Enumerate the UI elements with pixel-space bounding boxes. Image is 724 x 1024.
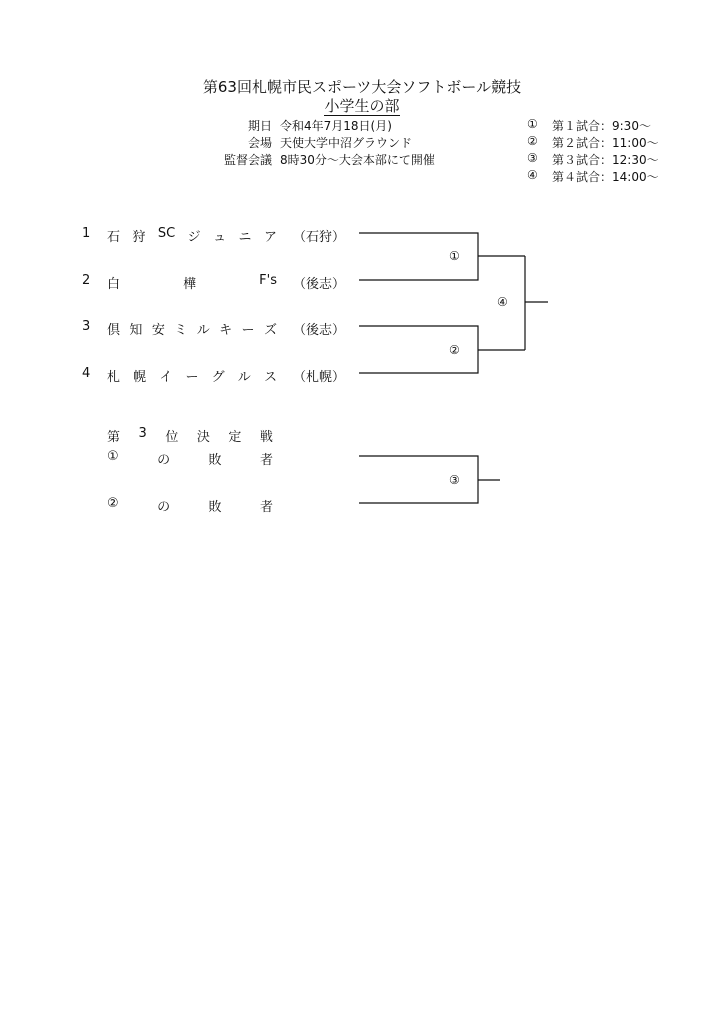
page-title: 第63回札幌市民スポーツ大会ソフトボール競技: [202, 78, 522, 96]
team-area-1: （石狩）: [293, 230, 346, 245]
match-label-3: ③: [449, 473, 460, 487]
date-label: 期日: [247, 119, 272, 133]
third-place-entry-1: ① の 敗 者: [107, 449, 273, 468]
match-label-2: ②: [449, 343, 460, 357]
third-place-title: 第 3 位 決 定 戦: [107, 426, 273, 445]
schedule-num-2: ②: [527, 134, 538, 148]
schedule-text-4: 第４試合：14:00～: [552, 170, 659, 184]
schedule-num-4: ④: [527, 168, 538, 182]
team-number-1: 1: [82, 226, 91, 241]
team-area-2: （後志）: [293, 277, 346, 292]
team-area-4: （札幌）: [293, 370, 346, 385]
team-area-3: （後志）: [293, 323, 346, 338]
schedule-num-1: ①: [527, 117, 538, 131]
bracket-line-match-1: [359, 233, 478, 280]
date-value: 令和4年7月18日(月): [280, 119, 392, 133]
schedule-num-3: ③: [527, 151, 538, 165]
bracket-line-match-3: [359, 456, 478, 503]
schedule-text-1: 第１試合：9:30～: [552, 119, 651, 133]
team-name-3: 倶 知 安 ミ ル キ ー ズ: [107, 323, 277, 338]
venue-label: 会場: [247, 136, 272, 150]
meeting-label: 監督会議: [223, 153, 272, 167]
team-name-2: 白 樺 F's: [107, 273, 277, 292]
subtitle-text: 小学生の部: [324, 97, 400, 115]
match-label-4: ④: [497, 295, 508, 309]
team-number-2: 2: [82, 273, 91, 288]
bracket-line-match-2: [359, 326, 478, 373]
team-number-3: 3: [82, 319, 91, 334]
venue-value: 天使大学中沼グラウンド: [280, 136, 413, 150]
team-name-4: 札 幌 イ ー グ ル ス: [107, 370, 277, 385]
team-number-4: 4: [82, 366, 91, 381]
match-label-1: ①: [449, 249, 460, 263]
third-place-entry-2: ② の 敗 者: [107, 496, 273, 515]
schedule-text-2: 第２試合：11:00～: [552, 136, 659, 150]
schedule-text-3: 第３試合：12:30～: [552, 153, 659, 167]
meeting-value: 8時30分～大会本部にて開催: [280, 153, 435, 167]
team-name-1: 石 狩 SC ジ ュ ニ ア: [107, 226, 277, 245]
